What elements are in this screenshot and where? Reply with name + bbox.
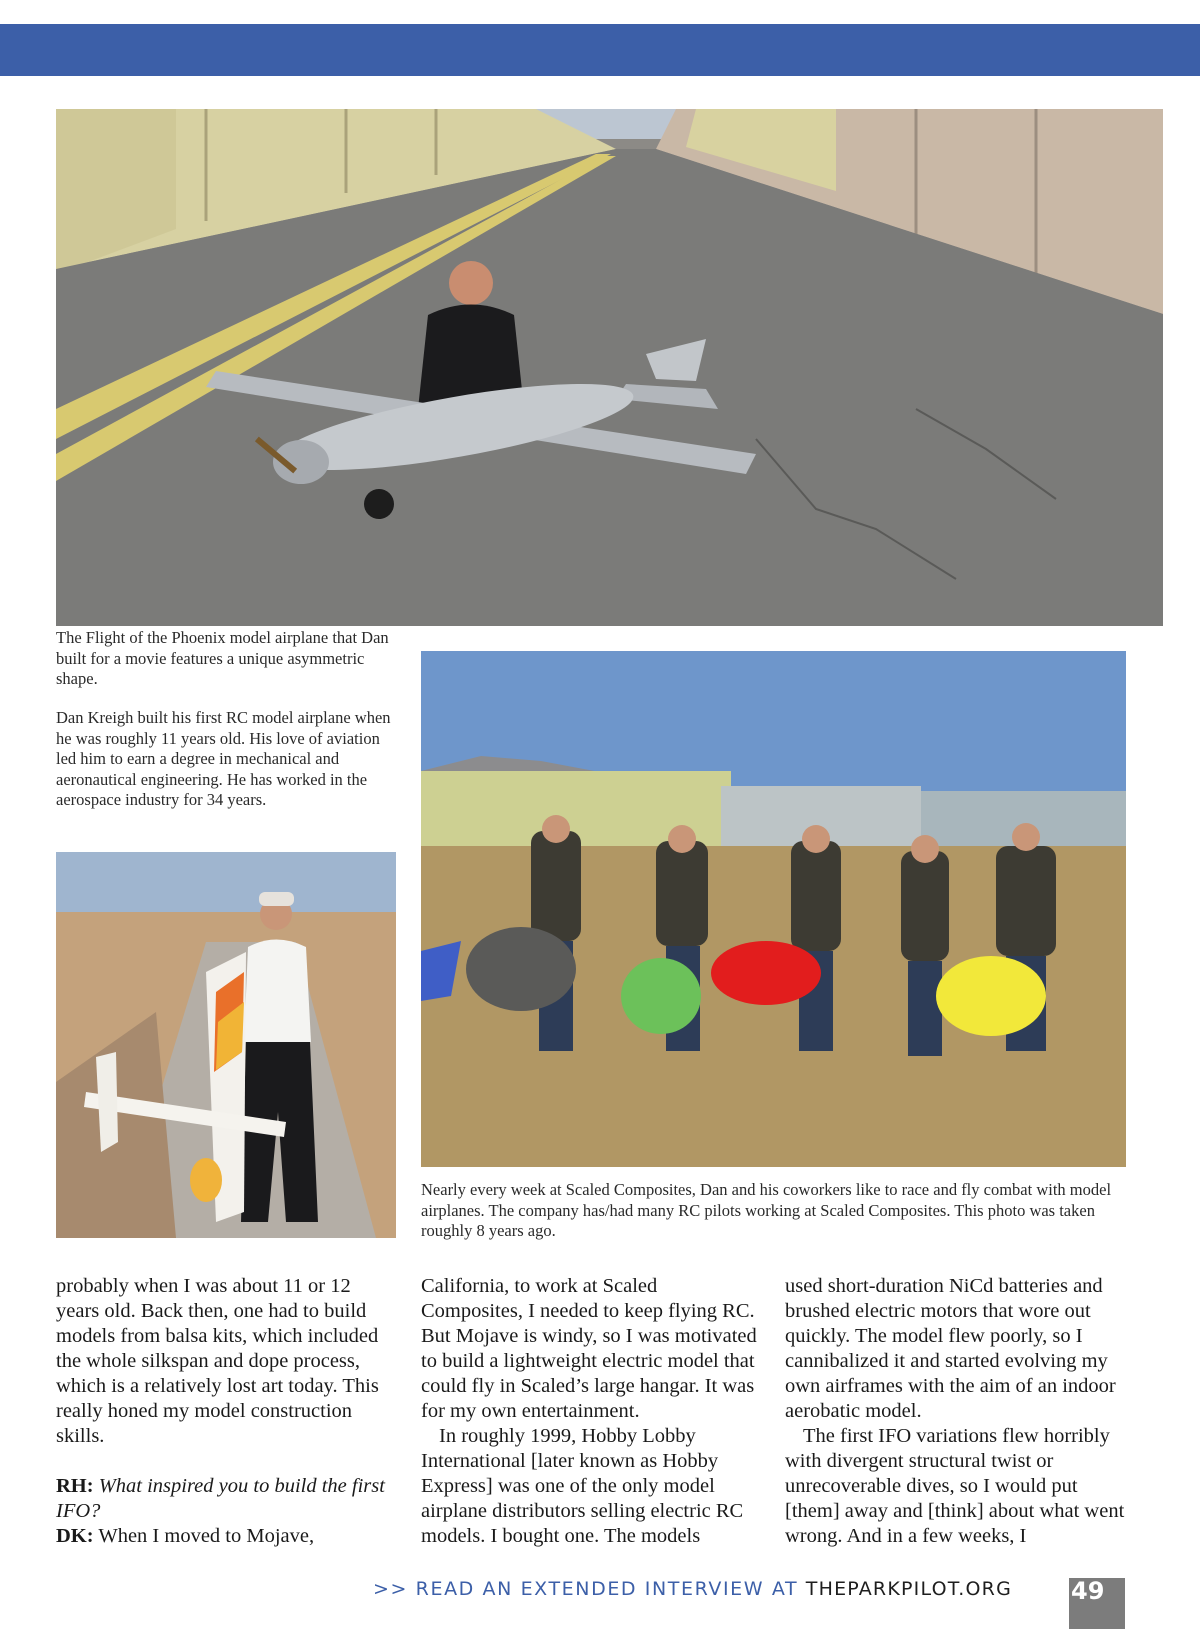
coworkers-photo — [421, 651, 1126, 1167]
interviewer-tag: RH: — [56, 1475, 94, 1497]
phoenix-airplane-photo — [56, 109, 1163, 626]
footer-lead-text: READ AN EXTENDED INTERVIEW AT — [415, 1578, 799, 1600]
column2-paragraph-2: In roughly 1999, Hobby Lobby International [later known as Hobby Express] was one of the only model airplane distributors selling electric RC models. I bought one. The models — [421, 1425, 744, 1547]
answer-dk — [56, 1524, 386, 1549]
coworkers-photo-caption: Nearly every week at Scaled Composites, Dan and his coworkers like to race and fly combat with model airplanes. The company has/had many RC pilots working at Scaled Composites. This photo was taken roughly 8 years ago. — [421, 1180, 1112, 1240]
column3-paragraph-2: The first IFO variations flew horribly with divergent structural twist or unrecoverable dives, so I would put [them] away and [think] about what went wrong. And in a few weeks, I — [785, 1425, 1125, 1547]
bio-caption: Dan Kreigh built his first RC model airplane when he was roughly 11 years old. His love of aviation led him to earn a degree in mechanical and aeronautical engineering. He has worked in the aerospace industry for 34 years. — [56, 708, 391, 809]
column1-paragraph: probably when I was about 11 or 12 years old. Back then, one had to build models from balsa kits, which included the whole silkspan and dope process, which is a relatively lost art today. This really honed my model construction skills. — [56, 1275, 379, 1447]
body-column-2 — [421, 1274, 761, 1549]
footer-site-url[interactable]: THEPARKPILOT.ORG — [805, 1578, 1012, 1600]
column3-paragraph-1: used short-duration NiCd batteries and brushed electric motors that wore out quickly. The model flew poorly, so I cannibalized it and started evolving my own airframes with the aim of an indoor aerobatic model. — [785, 1275, 1116, 1422]
interviewee-tag: DK: — [56, 1525, 94, 1547]
body-column-3 — [785, 1274, 1130, 1549]
extended-interview-link[interactable] — [373, 1576, 1012, 1602]
phoenix-photo-caption: The Flight of the Phoenix model airplane that Dan built for a movie features a unique asymmetric shape. — [56, 628, 389, 688]
answer-text: When I moved to Mojave, — [98, 1525, 315, 1547]
header-band — [0, 24, 1200, 76]
page-number: 49 — [1069, 1578, 1125, 1629]
question-text: What inspired you to build the first IFO? — [56, 1475, 385, 1522]
body-column-1 — [56, 1274, 386, 1549]
double-chevron-icon: >> — [372, 1578, 409, 1600]
column2-paragraph-1: California, to work at Scaled Composites, I needed to keep flying RC. But Mojave is windy, so I was motivated to build a lightweight electric model that could fly in Scaled’s large hangar. It was for my own entertainment. — [421, 1275, 757, 1422]
young-dan-photo — [56, 852, 396, 1238]
question-rh — [56, 1474, 386, 1524]
